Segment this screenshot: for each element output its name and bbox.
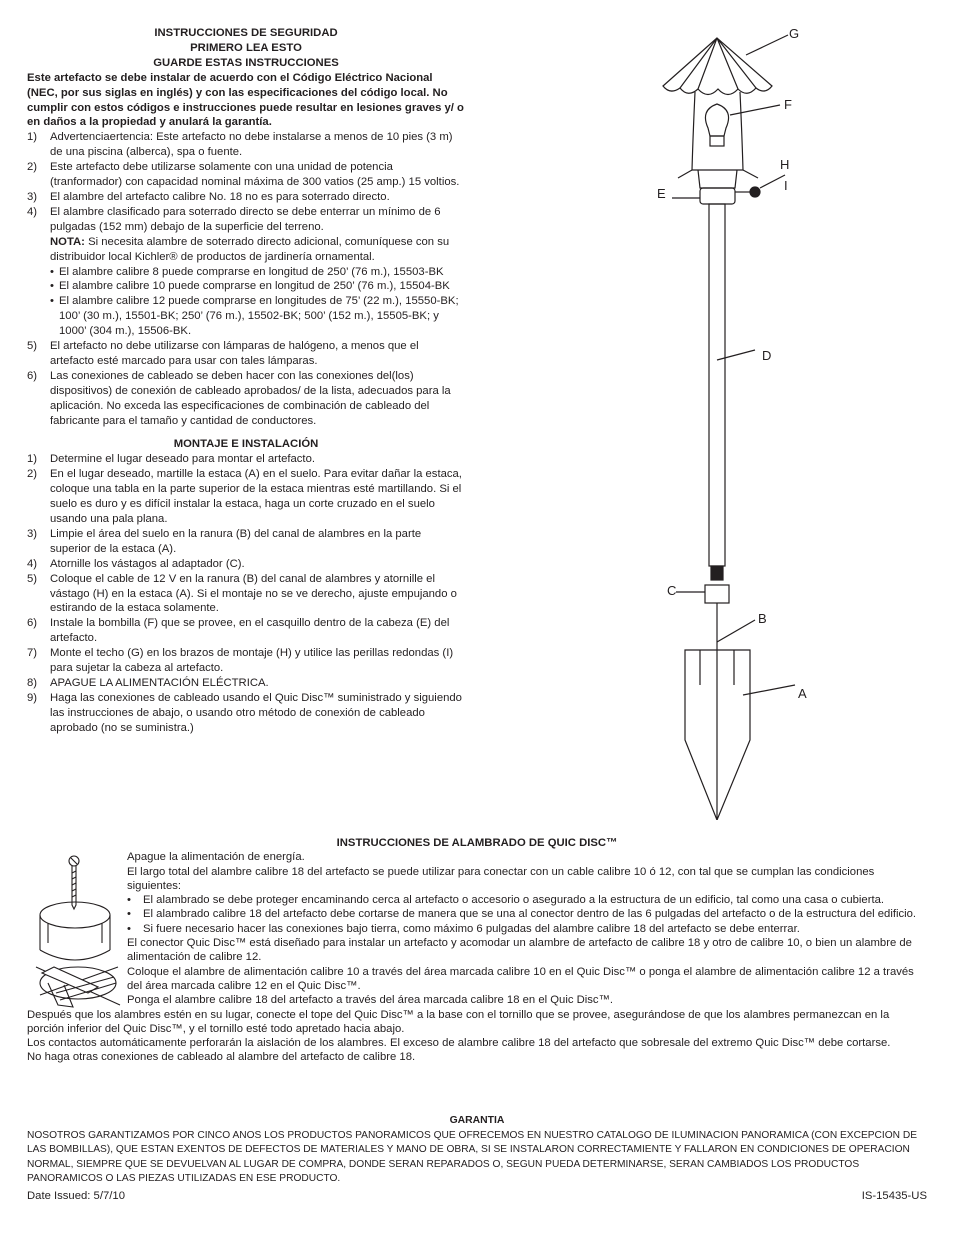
stem-icon bbox=[676, 204, 755, 655]
list-item: • El alambre calibre 8 puede comprarse en longitud de 250’ (76 m.), 15503-BK bbox=[50, 265, 444, 278]
warranty-text: NOSOTROS GARANTIZAMOS POR CINCO ANOS LOS PRODUCTOS PANORAMICOS QUE OFRECEMOS EN NUESTRO CATALOGO DE ILUMINACION PANORAMICA (CON EXCEPCION DE LAS BOMBILLAS), QUE ESTAN EXENTOS DE DEFECTOS DE MATERIALES Y MANO DE OBRA, SI SE INSTALARON CORRECTAMIENTE Y FALLARON EN CONDICIONES DE OPERACION NORMAL, SIEMPRE QUE SE DEVUELVAN AL LUGAR DE COMPRA, DONDE SERAN REPARADOS O, SEGUN PUEDA DETERMINARSE, SERAN CAMBIADOS LOS PRODUCTOS PANORAMICOS O LAS PIEZAS UTILIZADAS EN ESE PRODUCTO. bbox=[27, 1129, 918, 1185]
nota-text: Si necesita alambre de soterrado directo adicional, comuníquese con su distribuidor local Kichler® de productos de jardinería ornamental. bbox=[50, 235, 450, 263]
bullet-icon: • bbox=[50, 265, 54, 278]
stake-icon bbox=[685, 650, 795, 820]
diagram-label-a: A bbox=[798, 686, 807, 701]
list-item: 4) Atornille los vástagos al adaptador (C). bbox=[27, 557, 245, 570]
quic-paragraph: El conector Quic Disc™ está diseñado para instalar un artefacto y acomodar un alambre de artefacto de calibre 18 y otro de calibre 10, o bien un alambre de alimentación de calibre 12. bbox=[127, 937, 912, 964]
diagram-label-c: C bbox=[667, 583, 677, 598]
fixture-diagram bbox=[600, 20, 830, 820]
bullet-icon: • bbox=[127, 908, 131, 921]
diagram-label-d: D bbox=[762, 348, 772, 363]
list-item: 5) Coloque el cable de 12 V en la ranura (B) del canal de alambres y atornille el vástago (H) en la estaca (A). Si el montaje no se ve derecho, ajuste empujando o estirando de la estaca solamente. bbox=[27, 572, 457, 615]
mount-title: MONTAJE E INSTALACIÓN bbox=[173, 438, 319, 451]
quic-paragraph: Después que los alambres estén en su lugar, conecte el tope del Quic Disc™ a la base con el tornillo que se provee, asegurándose de que los alambres permanezcan en la porción inferior del Quic Disc™, y el tornillo esté todo apretado hacia abajo. bbox=[27, 1008, 890, 1035]
list-item: 7) Monte el techo (G) en los brazos de montaje (H) y utilice las perillas redondas (I) para sujetar la cabeza al artefacto. bbox=[27, 647, 454, 675]
bullet-icon: • bbox=[127, 894, 131, 907]
quic-paragraph: Los contactos automáticamente perforarán la aislación de los alambres. El exceso de alambre calibre 18 del artefacto que sobresale del extremo Quic Disc™ debe cortarse. bbox=[27, 1037, 891, 1050]
bullet-icon: • bbox=[50, 280, 54, 293]
bullet-icon: • bbox=[50, 295, 54, 308]
list-item: • El alambre calibre 12 puede comprarse en longitudes de 75’ (22 m.), 15550-BK; 100’ (30 m.), 15501-BK; 250’ (76 m.), 15502-BK; 500’ (152 m.), 15505-BK; y 1000’ (304 m.), 15506-BK. bbox=[50, 295, 459, 338]
safety-intro: Este artefacto se debe instalar de acuerdo con el Código Eléctrico Nacional (NEC, por sus siglas en inglés) y con las especificaciones del código local. No cumplir con estos códigos e instrucciones puede resultar en lesiones graves y/ o en daños a la propiedad y anulará la garantía. bbox=[27, 71, 464, 129]
list-item: 2) En el lugar deseado, martille la estaca (A) en el suelo. Para evitar dañar la estaca, coloque una tabla en la parte superior de la estaca mientras esté martillando. Si el suelo es duro y es difícil instalar la estaca, haga un corte cruzado en el suelo usando una pala plana. bbox=[27, 468, 462, 525]
diagram-label-g: G bbox=[789, 26, 800, 41]
diagram-label-i: I bbox=[784, 178, 788, 193]
list-item: • El alambrado se debe proteger encaminando cerca al artefacto o accesorio o asegurado a la estructura de un edificio, tal como una casa o cubierta. bbox=[127, 894, 885, 907]
quic-paragraph: Apague la alimentación de energía. bbox=[127, 851, 305, 864]
safety-subtitle: PRIMERO LEA ESTO bbox=[190, 41, 302, 54]
list-item: • El alambre calibre 10 puede comprarse en longitud de 250’ (76 m.), 15504-BK bbox=[50, 280, 450, 293]
diagram-label-e: E bbox=[657, 186, 666, 201]
nota-block bbox=[27, 235, 465, 339]
quic-title: INSTRUCCIONES DE ALAMBRADO DE QUIC DISC™ bbox=[336, 837, 618, 849]
list-item: • El alambrado calibre 18 del artefacto debe cortarse de manera que se una al conector dentro de las 6 pulgadas del artefacto o de la estructura del edificio. bbox=[127, 908, 917, 921]
warranty-section bbox=[27, 1114, 927, 1187]
list-item: 6) Instale la bombilla (F) que se provee, en el casquillo dentro de la cabeza (E) del artefacto. bbox=[27, 617, 450, 645]
bullet-icon: • bbox=[127, 922, 131, 935]
list-item: 5) El artefacto no debe utilizarse con lámparas de halógeno, a menos que el artefacto esté marcado para usar con tales lámparas. bbox=[27, 340, 419, 367]
list-item: 1) Determine el lugar deseado para montar el artefacto. bbox=[27, 453, 315, 466]
list-item: 3) El alambre del artefacto calibre No. 18 no es para soterrado directo. bbox=[27, 190, 390, 203]
warranty-title: GARANTIA bbox=[449, 1115, 505, 1126]
list-item: 8) APAGUE LA ALIMENTACIÓN ELÉCTRICA. bbox=[27, 676, 269, 689]
safety-section bbox=[27, 26, 465, 736]
list-item: 6) Las conexiones de cableado se deben hacer con las conexiones del(los) dispositivos) de conexión de cableado aprobados/ de la lista, adecuados para la aplicación. No exceda las especificaciones de combinación de cableado del fabricante para el tamaño y cantidad de conductores. bbox=[27, 369, 451, 427]
quic-paragraph: No haga otras conexiones de cableado al alambre del artefacto de calibre 18. bbox=[27, 1051, 416, 1064]
list-item: • Si fuere necesario hacer las conexiones bajo tierra, como máximo 6 pulgadas del alambre calibre 18 del artefacto se debe enterrar. bbox=[127, 922, 800, 935]
list-item: 1) Advertenciaertencia: Este artefacto no debe instalarse a menos de 10 pies (3 m) de una piscina (alberca), spa o fuente. bbox=[27, 131, 453, 159]
safety-title: INSTRUCCIONES DE SEGURIDAD bbox=[154, 27, 338, 39]
safety-subtitle-2: GUARDE ESTAS INSTRUCCIONES bbox=[153, 56, 339, 69]
document-code: IS-15435-US bbox=[861, 1190, 927, 1202]
quic-paragraph: Coloque el alambre de alimentación calibre 10 a través del área marcada calibre 10 en el Quic Disc™ o ponga el alambre de alimentación calibre 12 a través del área marcada calibre 12 en el Quic Disc™. bbox=[127, 965, 914, 992]
lamp-head-icon bbox=[672, 92, 785, 204]
list-item: 2) Este artefacto debe utilizarse solamente con una unidad de potencia (tranformador) con capacidad nominal máxima de 300 vatios (25 amp.) 15 voltios. bbox=[27, 161, 460, 189]
list-item: 9) Haga las conexiones de cableado usando el Quic Disc™ suministrado y siguiendo las instrucciones de abajo, o usando otro método de conexión de cableado aprobado (no se suministra.) bbox=[27, 691, 462, 734]
quic-paragraph: El largo total del alambre calibre 18 del artefacto se puede utilizar para conectar con un cable calibre 10 ó 12, con tal que se cumplan las condiciones siguientes: bbox=[127, 865, 875, 892]
date-issued: Date Issued: 5/7/10 bbox=[27, 1190, 125, 1202]
quic-disc-section bbox=[27, 836, 927, 1065]
list-item: 4) El alambre clasificado para soterrado directo se debe enterrar un mínimo de 6 pulgadas (152 mm) debajo de la superficie del terreno. bbox=[27, 205, 441, 233]
diagram-label-b: B bbox=[758, 611, 767, 626]
nota-label: NOTA: bbox=[50, 235, 85, 248]
list-item: 3) Limpie el área del suelo en la ranura (B) del canal de alambres en la parte superior de la estaca (A). bbox=[27, 527, 422, 555]
diagram-label-f: F bbox=[784, 97, 792, 112]
roof-icon bbox=[663, 35, 788, 95]
diagram-label-h: H bbox=[780, 157, 790, 172]
footer bbox=[27, 1190, 927, 1202]
quic-paragraph: Ponga el alambre calibre 18 del artefacto a través del área marcada calibre 18 en el Quic Disc™. bbox=[127, 994, 614, 1007]
